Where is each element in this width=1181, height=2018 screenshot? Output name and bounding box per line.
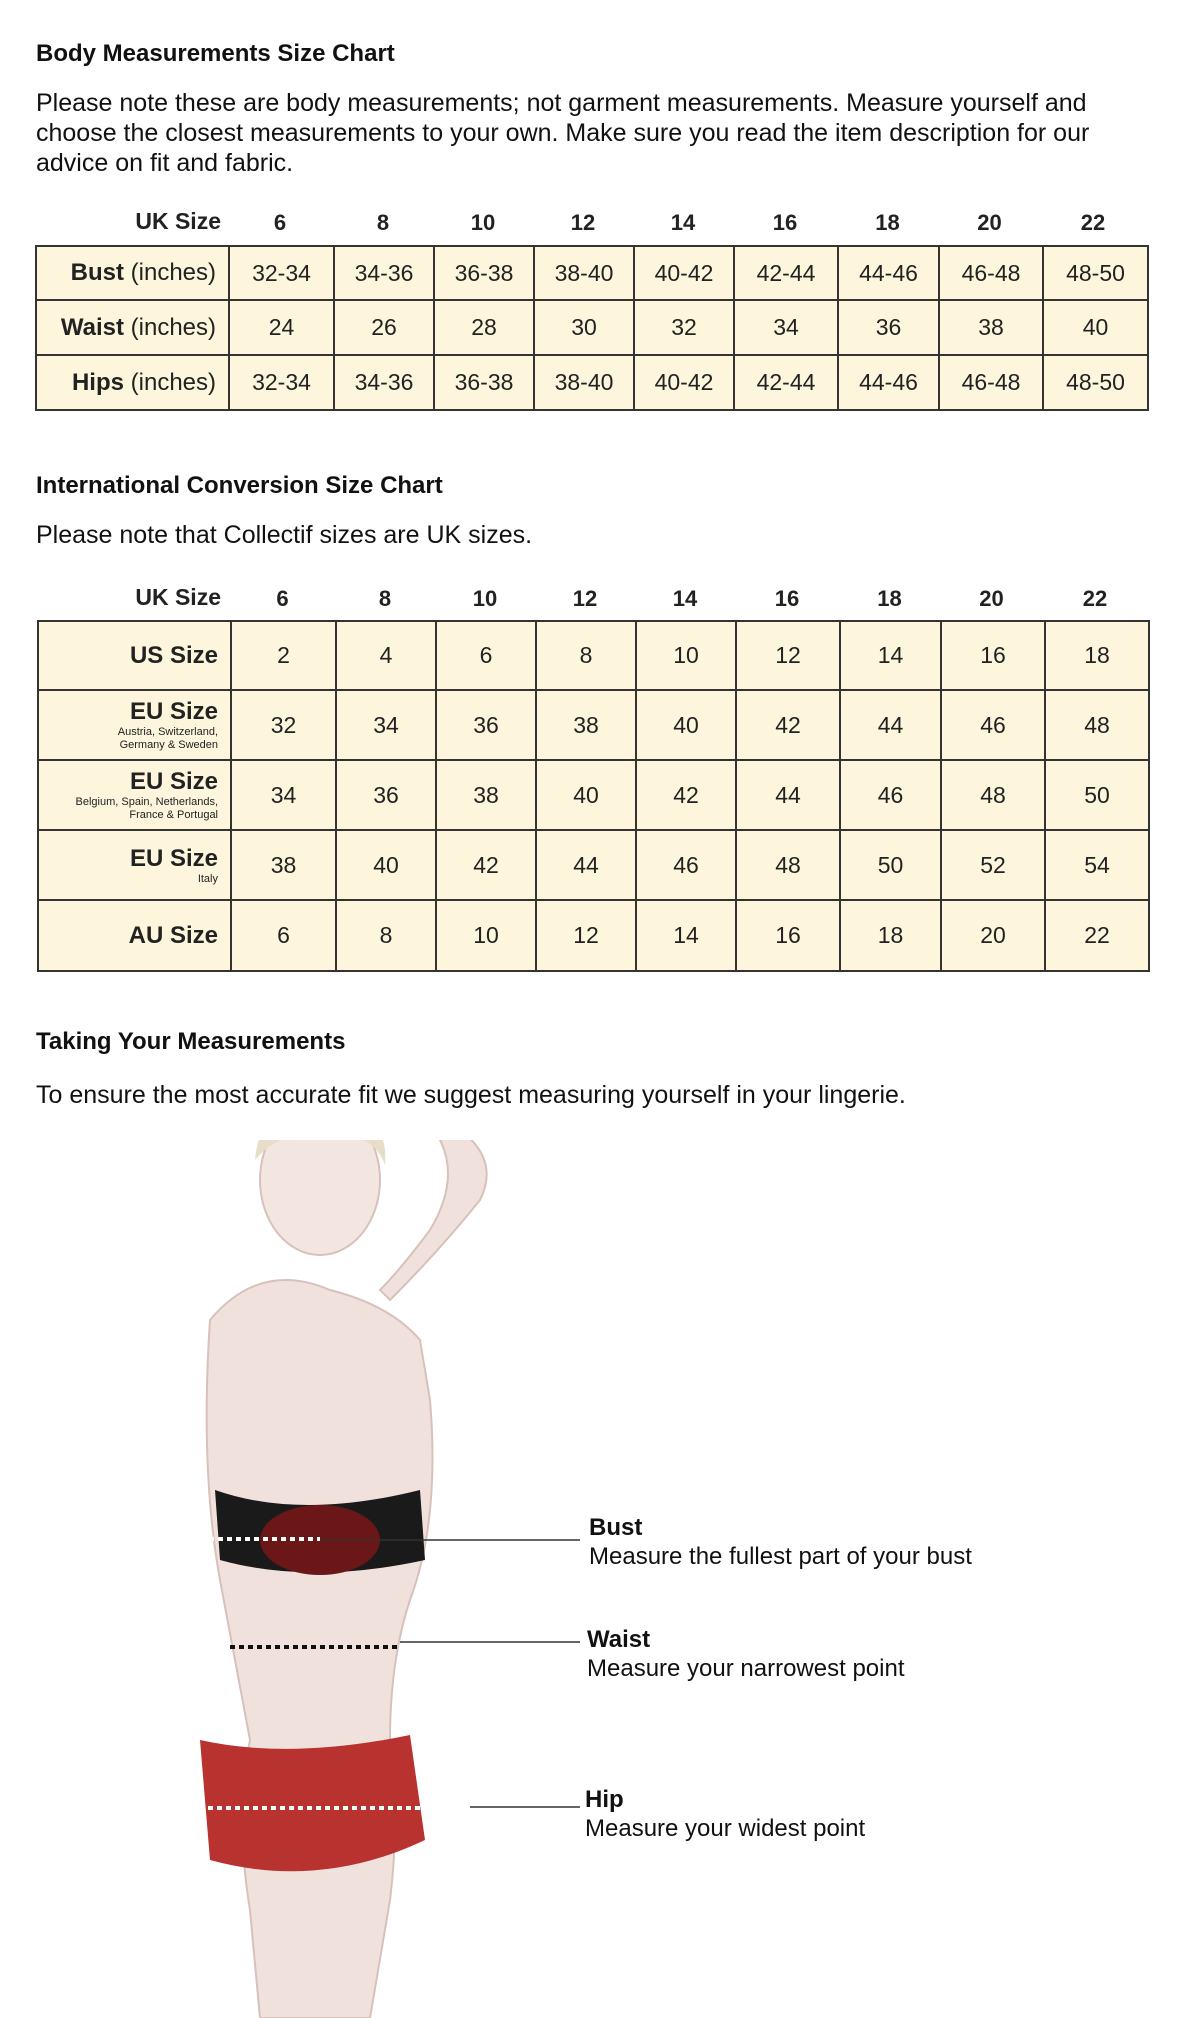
row-label-waist: Waist (inches): [36, 300, 229, 355]
size-col: 10: [472, 586, 498, 611]
hip-callout-desc: Measure your widest point: [585, 1815, 866, 1842]
table-cell: 36: [436, 690, 536, 760]
size-col: 12: [570, 210, 596, 235]
conversion-chart-heading: International Conversion Size Chart: [36, 472, 443, 499]
table-cell: 46: [636, 830, 736, 900]
row-label-eu-italy: EU Size Italy: [38, 830, 231, 900]
table-cell: 48-50: [1043, 355, 1148, 410]
table-cell: 40: [636, 690, 736, 760]
table-cell: 44-46: [838, 355, 939, 410]
table-cell: 32: [634, 300, 734, 355]
table-cell: 48: [941, 760, 1045, 830]
table-cell: 36-38: [434, 246, 534, 300]
measurements-heading: Taking Your Measurements: [36, 1028, 346, 1055]
table-cell: 44-46: [838, 246, 939, 300]
table-cell: 28: [434, 300, 534, 355]
table-cell: 42: [636, 760, 736, 830]
table-cell: 34: [734, 300, 838, 355]
size-col: 14: [672, 586, 698, 611]
model-illustration: [140, 1140, 640, 2018]
table-cell: 4: [336, 621, 436, 690]
waist-callout-desc: Measure your narrowest point: [587, 1655, 905, 1682]
table-cell: 8: [536, 621, 636, 690]
bust-callout-desc: Measure the fullest part of your bust: [589, 1543, 972, 1570]
table-cell: 18: [1045, 621, 1149, 690]
table-cell: 40: [336, 830, 436, 900]
table-row-au: [38, 900, 1149, 971]
row-label-eu-b: EU Size Belgium, Spain, Netherlands, France & Portugal: [38, 760, 231, 830]
table-cell: 44: [840, 690, 941, 760]
table-row-bust: [36, 246, 1148, 300]
table-cell: 38-40: [534, 246, 634, 300]
size-col: 20: [977, 210, 1002, 235]
row-label-au: AU Size: [38, 900, 231, 971]
table-cell: 40: [1043, 300, 1148, 355]
table-cell: 34: [231, 760, 336, 830]
uk-size-label: UK Size: [135, 584, 221, 610]
body-measurements-table: [35, 245, 1149, 411]
bust-callout-title: Bust: [589, 1514, 643, 1541]
size-col: 8: [378, 586, 392, 611]
table-cell: 48-50: [1043, 246, 1148, 300]
table-row-hips: [36, 355, 1148, 410]
table-cell: 42-44: [734, 355, 838, 410]
table-cell: 44: [736, 760, 840, 830]
model-arm: [380, 1140, 487, 1300]
table-cell: 6: [231, 900, 336, 971]
table-cell: 22: [1045, 900, 1149, 971]
table-cell: 24: [229, 300, 334, 355]
table-cell: 38: [536, 690, 636, 760]
table-cell: 32-34: [229, 355, 334, 410]
measurements-note: To ensure the most accurate fit we suggest measuring yourself in your lingerie.: [36, 1081, 906, 1109]
row-label-eu-a: EU Size Austria, Switzerland, Germany & Sweden: [38, 690, 231, 760]
body-chart-heading: Body Measurements Size Chart: [36, 40, 395, 67]
size-col: 16: [774, 586, 800, 611]
table-cell: 40-42: [634, 246, 734, 300]
table-cell: 14: [636, 900, 736, 971]
table-cell: 46-48: [939, 355, 1043, 410]
table-row-eu-a: [38, 690, 1149, 760]
table-cell: 34: [336, 690, 436, 760]
table-cell: 46: [941, 690, 1045, 760]
table-cell: 12: [736, 621, 840, 690]
table-cell: 32-34: [229, 246, 334, 300]
row-label-bust: Bust (inches): [36, 246, 229, 300]
table-cell: 16: [941, 621, 1045, 690]
ruffle-bottoms: [200, 1735, 425, 1871]
table-cell: 12: [536, 900, 636, 971]
conversion-chart-note: Please note that Collectif sizes are UK sizes.: [36, 521, 533, 549]
size-col: 8: [376, 210, 390, 235]
table-cell: 20: [941, 900, 1045, 971]
waist-callout: [587, 1625, 904, 1683]
row-label-us: US Size: [38, 621, 231, 690]
hip-callout: [585, 1785, 865, 1843]
model-head: [260, 1140, 380, 1255]
table-cell: 32: [231, 690, 336, 760]
conversion-size-table: [37, 620, 1150, 972]
table-cell: 46: [840, 760, 941, 830]
size-col: 6: [276, 586, 289, 611]
size-col: 6: [273, 210, 287, 235]
table-cell: 40-42: [634, 355, 734, 410]
table-cell: 16: [736, 900, 840, 971]
table-cell: 36-38: [434, 355, 534, 410]
table-cell: 42-44: [734, 246, 838, 300]
waist-callout-title: Waist: [587, 1626, 651, 1653]
table-cell: 42: [436, 830, 536, 900]
table-cell: 38: [939, 300, 1043, 355]
size-col: 18: [875, 210, 900, 235]
table-cell: 38: [231, 830, 336, 900]
size-col: 20: [979, 586, 1004, 611]
table-cell: 30: [534, 300, 634, 355]
table-row-waist: [36, 300, 1148, 355]
table-cell: 14: [840, 621, 941, 690]
table-cell: 34-36: [334, 246, 434, 300]
table-cell: 2: [231, 621, 336, 690]
table-cell: 10: [636, 621, 736, 690]
body-chart-note: Please note these are body measurements; not garment measurements. Measure yourself and choose the closest measurements to your own. Make sure you read the item description for our advice on fit and fabric.: [36, 89, 1090, 177]
row-label-hips: Hips (inches): [36, 355, 229, 410]
table-cell: 36: [336, 760, 436, 830]
hip-callout-title: Hip: [585, 1786, 624, 1813]
table-cell: 8: [336, 900, 436, 971]
table-cell: 38-40: [534, 355, 634, 410]
table-cell: 10: [436, 900, 536, 971]
size-col: 10: [470, 210, 496, 235]
table-cell: 50: [1045, 760, 1149, 830]
table-cell: 46-48: [939, 246, 1043, 300]
size-col: 12: [572, 586, 598, 611]
uk-size-label: UK Size: [135, 208, 221, 234]
table-cell: 42: [736, 690, 840, 760]
table-cell: 50: [840, 830, 941, 900]
table-cell: 36: [838, 300, 939, 355]
table-cell: 18: [840, 900, 941, 971]
table-cell: 44: [536, 830, 636, 900]
table-cell: 38: [436, 760, 536, 830]
table-row-eu-italy: [38, 830, 1149, 900]
size-col: 18: [877, 586, 902, 611]
table-cell: 26: [334, 300, 434, 355]
table-cell: 48: [736, 830, 840, 900]
table-cell: 48: [1045, 690, 1149, 760]
table-row-us: [38, 621, 1149, 690]
table-cell: 6: [436, 621, 536, 690]
size-col: 16: [772, 210, 798, 235]
size-col: 14: [670, 210, 696, 235]
table-row-eu-b: [38, 760, 1149, 830]
size-col: 22: [1082, 586, 1108, 611]
bust-callout: [589, 1513, 972, 1571]
size-col: 22: [1080, 210, 1106, 235]
table-cell: 40: [536, 760, 636, 830]
table-cell: 52: [941, 830, 1045, 900]
table-cell: 34-36: [334, 355, 434, 410]
table-cell: 54: [1045, 830, 1149, 900]
